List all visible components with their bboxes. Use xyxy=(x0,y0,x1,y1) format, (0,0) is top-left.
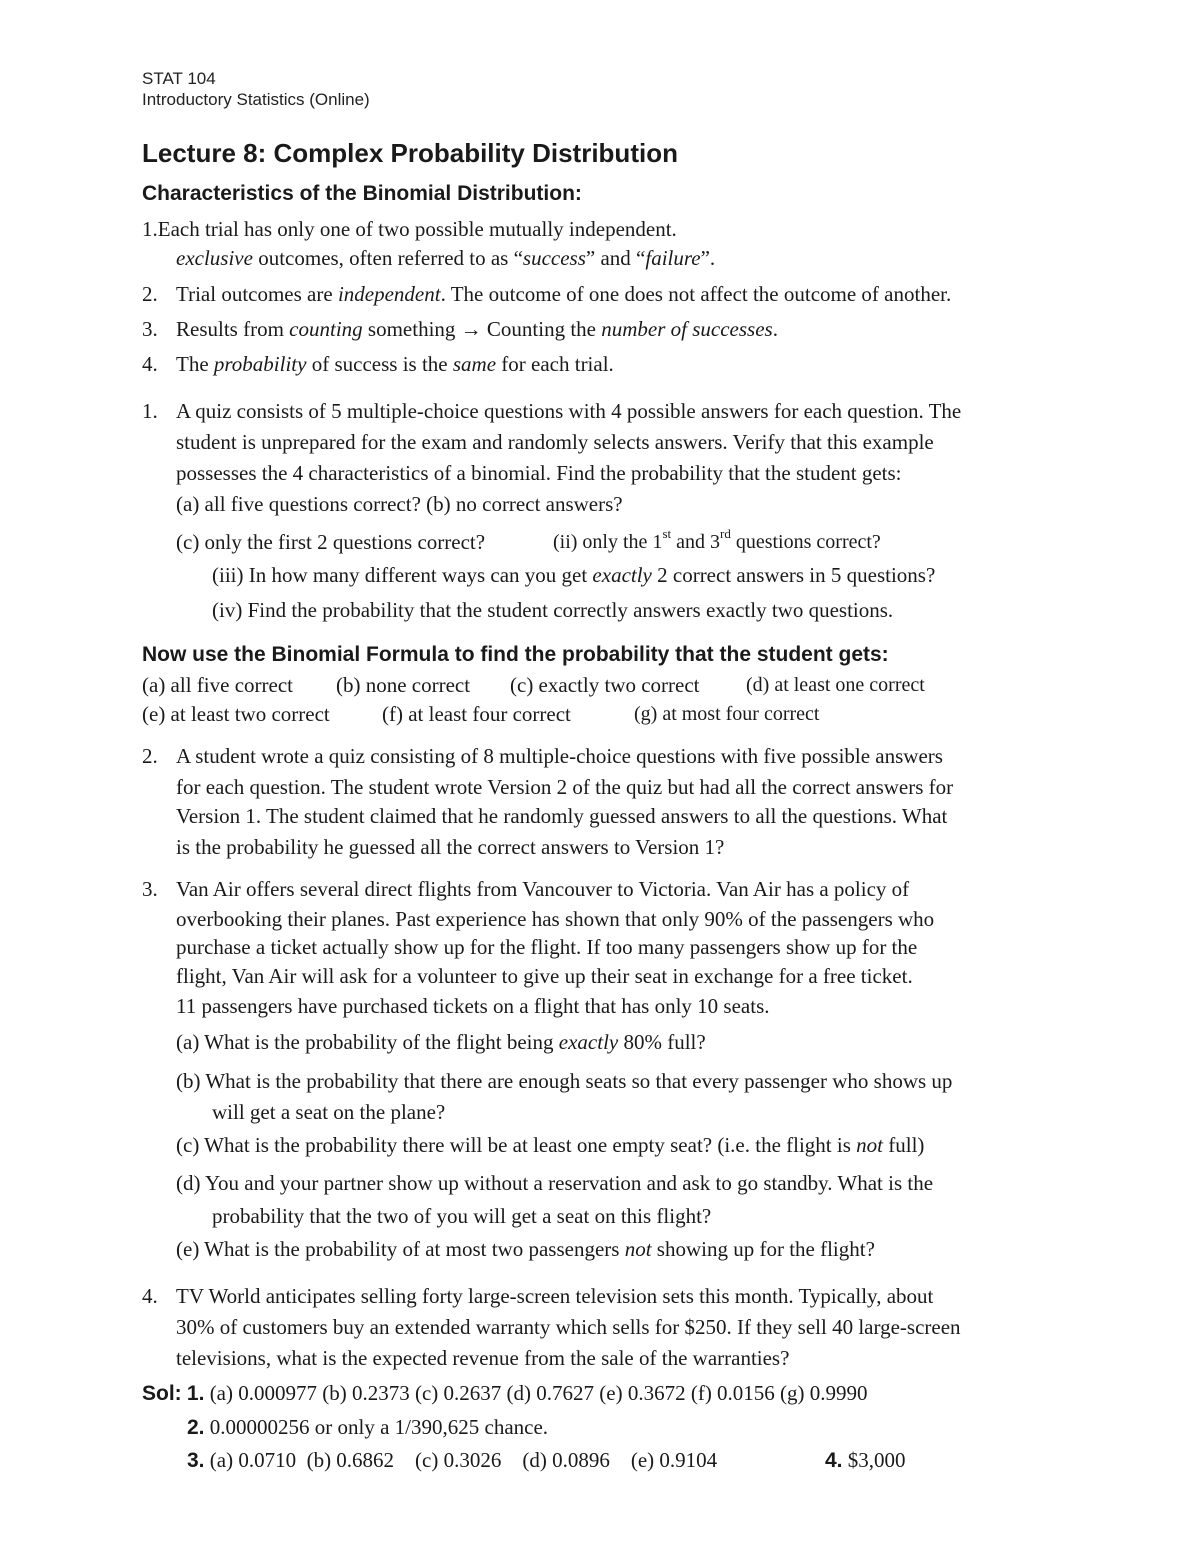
q3-part-d: (d) You and your partner show up without a reservation and ask to go standby. What is the xyxy=(176,1171,934,1195)
q1-line-2: student is unprepared for the exam and randomly selects answers. Verify that this example xyxy=(176,430,934,454)
bf-part-b: (b) none correct xyxy=(336,673,471,697)
q1-part-ii: (ii) only the 1st and 3rd questions correct? xyxy=(553,526,881,553)
q4-line-3: televisions, what is the expected revenue from the sale of the warranties? xyxy=(176,1346,790,1370)
characteristic-2: Trial outcomes are independent. The outcome of one does not affect the outcome of another. xyxy=(176,282,952,306)
binomial-formula-heading: Now use the Binomial Formula to find the probability that the student gets: xyxy=(142,643,889,666)
q3-part-c: (c) What is the probability there will be at least one empty seat? (i.e. the flight is not full) xyxy=(176,1133,925,1157)
characteristic-4: The probability of success is the same for each trial. xyxy=(176,352,614,376)
characteristic-3: Results from counting something → Counting the number of successes. xyxy=(176,317,778,341)
q3-line-3: purchase a ticket actually show up for the flight. If too many passengers show up for the xyxy=(176,935,918,959)
course-code: STAT 104 xyxy=(142,69,216,88)
q3-line-4: flight, Van Air will ask for a volunteer to give up their seat in exchange for a free ticket. xyxy=(176,964,913,988)
q1-number: 1. xyxy=(142,399,158,423)
q3-part-b-cont: will get a seat on the plane? xyxy=(212,1100,446,1124)
q3-part-e: (e) What is the probability of at most two passengers not showing up for the flight? xyxy=(176,1237,875,1261)
q4-line-1: TV World anticipates selling forty large-screen television sets this month. Typically, about xyxy=(176,1284,934,1308)
page-title: Lecture 8: Complex Probability Distribution xyxy=(142,138,678,168)
characteristic-4-number: 4. xyxy=(142,352,158,376)
characteristics-heading: Characteristics of the Binomial Distribution: xyxy=(142,182,582,205)
bf-part-c: (c) exactly two correct xyxy=(510,673,700,697)
q1-part-ab: (a) all five questions correct? (b) no correct answers? xyxy=(176,492,623,516)
q2-line-2: for each question. The student wrote Version 2 of the quiz but had all the correct answers for xyxy=(176,775,954,799)
q1-part-c: (c) only the first 2 questions correct? xyxy=(176,530,486,554)
q1-part-iii: (iii) In how many different ways can you get exactly 2 correct answers in 5 questions? xyxy=(212,563,936,587)
q3-part-d-cont: probability that the two of you will get a seat on this flight? xyxy=(212,1204,712,1228)
q3-line-2: overbooking their planes. Past experience has shown that only 90% of the passengers who xyxy=(176,907,935,931)
solutions-line-3: 3. (a) 0.0710 (b) 0.6862 (c) 0.3026 (d) 0.0896 (e) 0.9104 xyxy=(187,1448,718,1472)
q1-part-iv: (iv) Find the probability that the student correctly answers exactly two questions. xyxy=(212,598,894,622)
characteristic-1: 1.Each trial has only one of two possible mutually independent. xyxy=(142,217,677,241)
q3-part-b: (b) What is the probability that there are enough seats so that every passenger who shows up xyxy=(176,1069,953,1093)
bf-part-g: (g) at most four correct xyxy=(634,703,820,725)
q2-line-3: Version 1. The student claimed that he randomly guessed answers to all the questions. What xyxy=(176,804,948,828)
characteristic-2-number: 2. xyxy=(142,282,158,306)
q1-line-3: possesses the 4 characteristics of a binomial. Find the probability that the student gets: xyxy=(176,461,902,485)
bf-part-e: (e) at least two correct xyxy=(142,702,330,726)
characteristic-1-cont: exclusive outcomes, often referred to as “success” and “failure”. xyxy=(176,246,716,270)
q4-number: 4. xyxy=(142,1284,158,1308)
bf-part-f: (f) at least four correct xyxy=(382,702,571,726)
q4-line-2: 30% of customers buy an extended warranty which sells for $250. If they sell 40 large-screen xyxy=(176,1315,961,1339)
bf-part-d: (d) at least one correct xyxy=(746,674,925,696)
solutions-line-1: Sol: 1. (a) 0.000977 (b) 0.2373 (c) 0.2637 (d) 0.7627 (e) 0.3672 (f) 0.0156 (g) 0.9990 xyxy=(142,1381,868,1405)
q2-line-1: A student wrote a quiz consisting of 8 multiple-choice questions with five possible answers xyxy=(176,744,943,768)
bf-part-a: (a) all five correct xyxy=(142,673,293,697)
q3-line-1: Van Air offers several direct flights from Vancouver to Victoria. Van Air has a policy of xyxy=(176,877,910,901)
solutions-line-2: 2. 0.00000256 or only a 1/390,625 chance. xyxy=(187,1415,549,1439)
characteristic-3-number: 3. xyxy=(142,317,158,341)
q1-line-1: A quiz consists of 5 multiple-choice questions with 4 possible answers for each question. The xyxy=(176,399,962,423)
solutions-answer-4: 4. $3,000 xyxy=(825,1448,906,1472)
q2-number: 2. xyxy=(142,744,158,768)
q3-line-5: 11 passengers have purchased tickets on a flight that has only 10 seats. xyxy=(176,994,770,1018)
q2-line-4: is the probability he guessed all the correct answers to Version 1? xyxy=(176,835,725,859)
course-name: Introductory Statistics (Online) xyxy=(142,90,370,109)
q3-part-a: (a) What is the probability of the flight being exactly 80% full? xyxy=(176,1030,706,1054)
q3-number: 3. xyxy=(142,877,158,901)
